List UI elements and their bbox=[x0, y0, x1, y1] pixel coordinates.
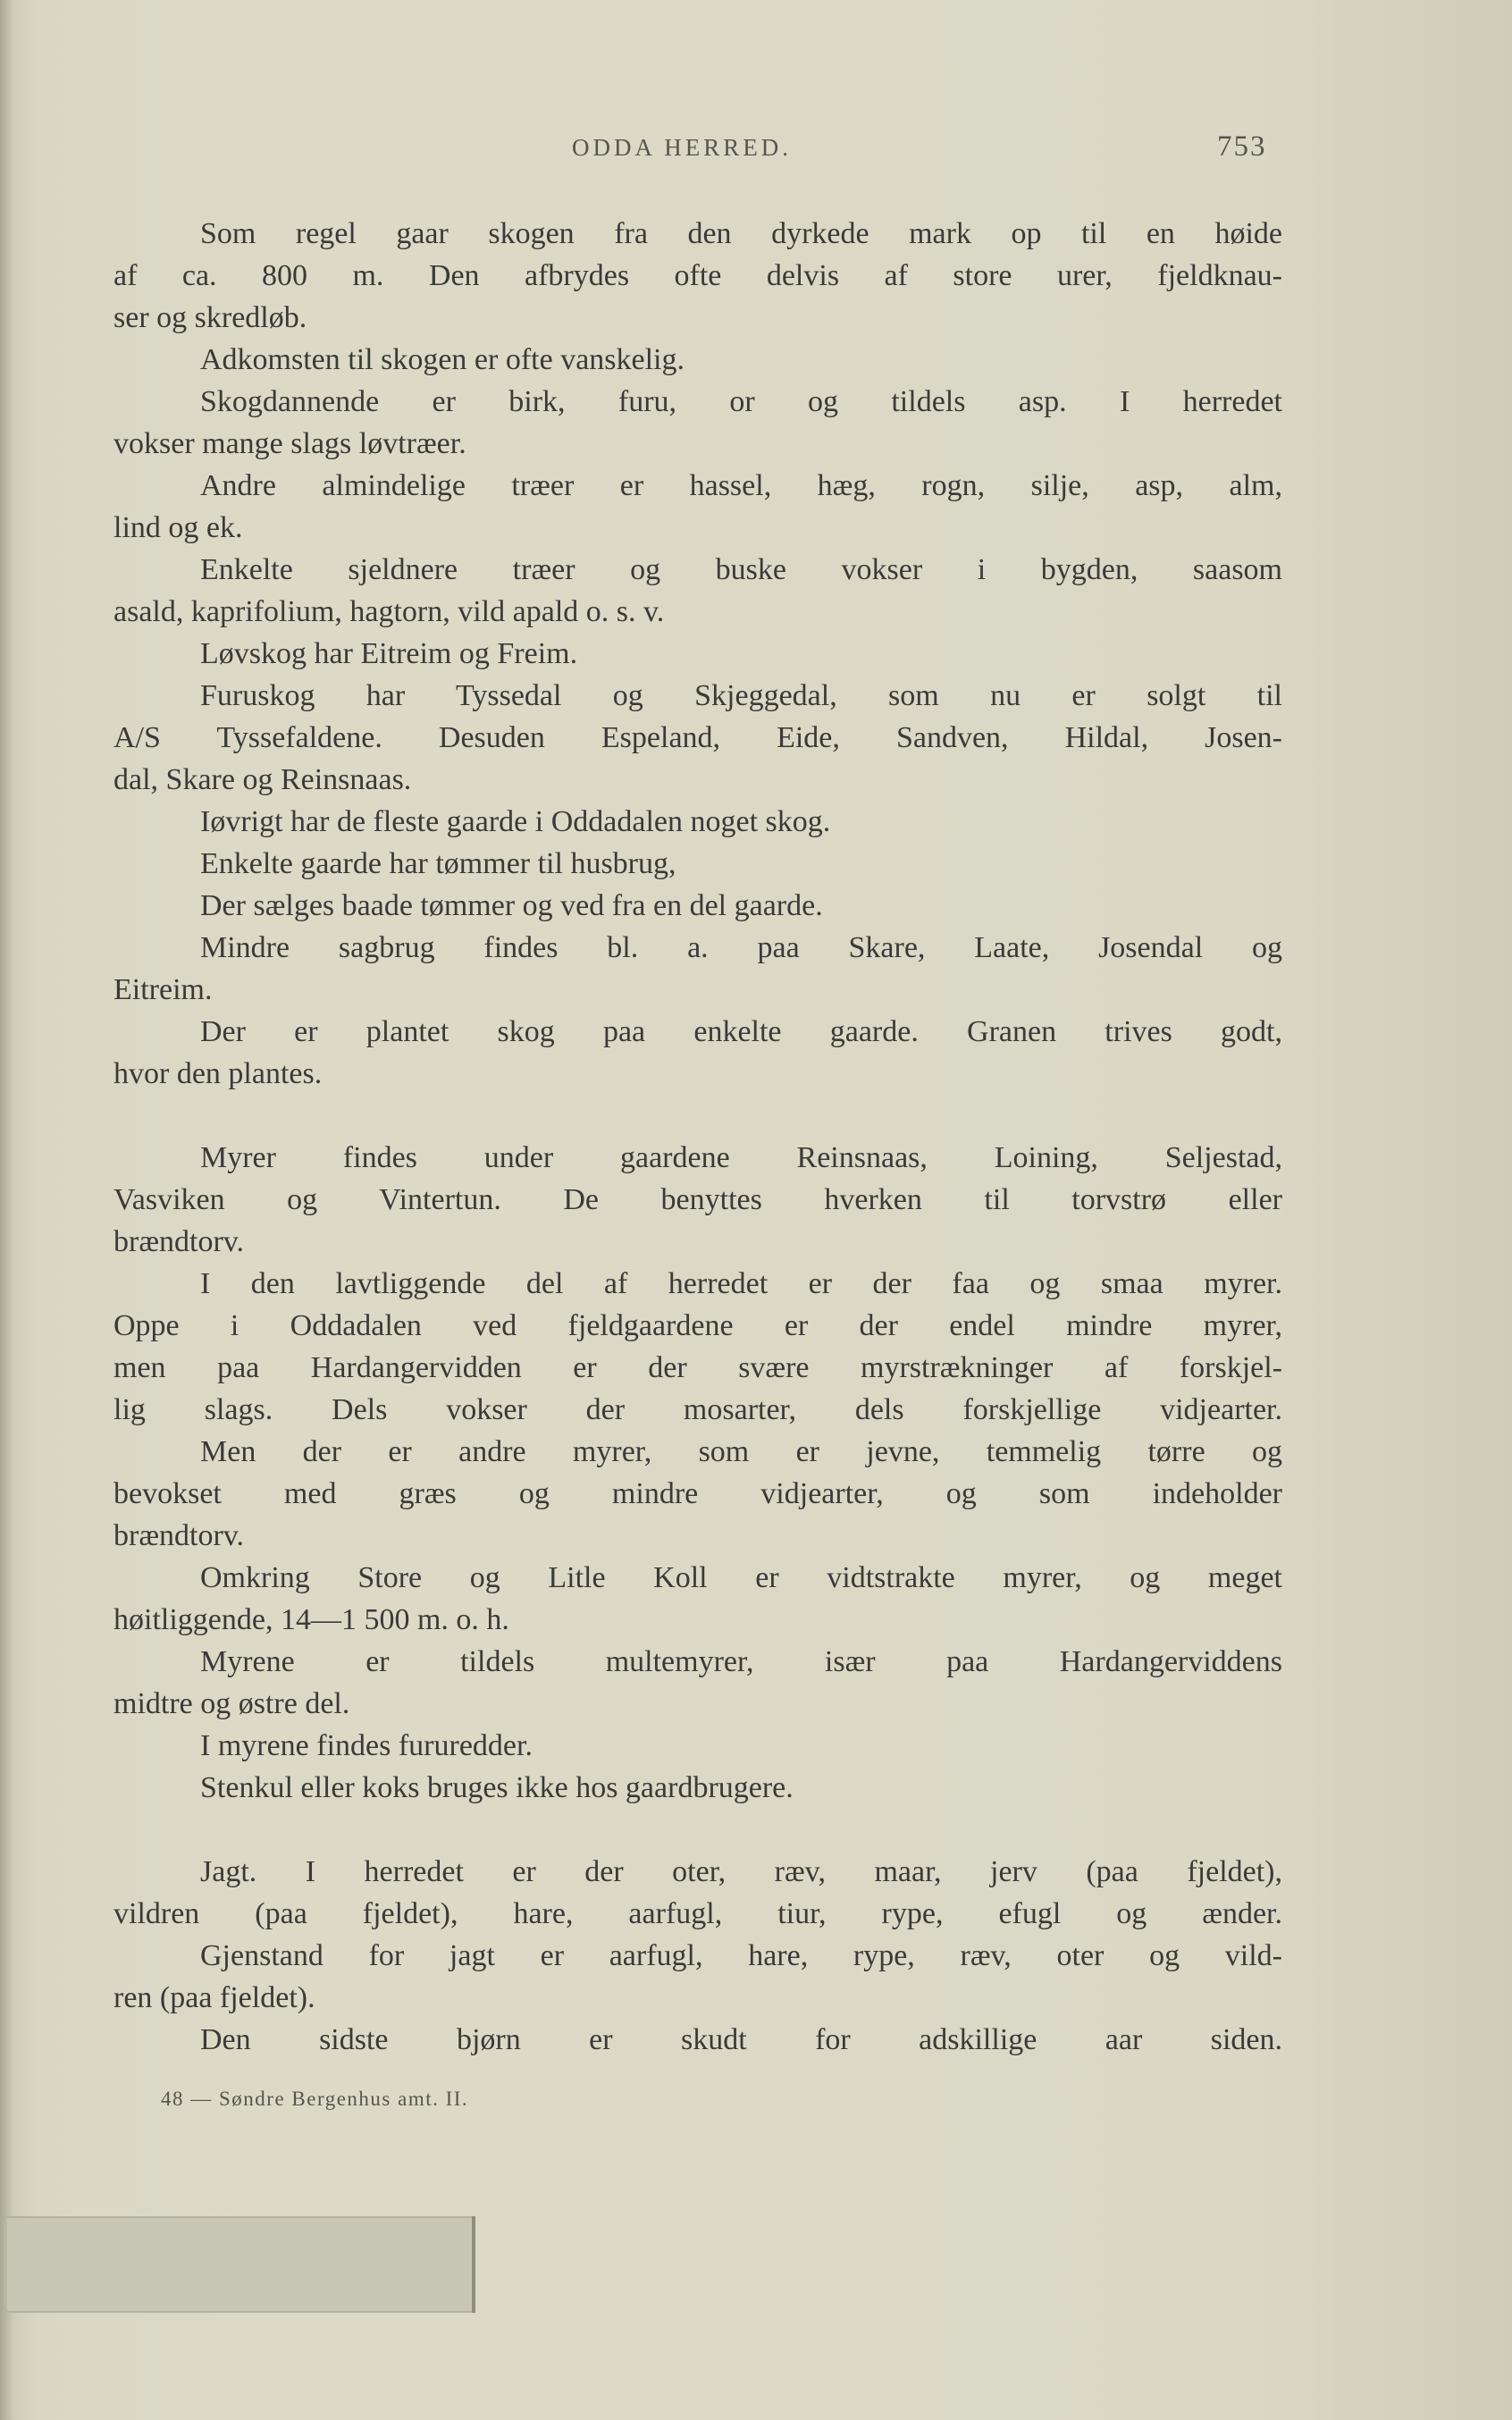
text-line: Som regel gaar skogen fra den dyrkede mark op til en høide bbox=[200, 217, 1282, 250]
text-line: midtre og østre del. bbox=[113, 1687, 350, 1720]
text-line: Stenkul eller koks bruges ikke hos gaardbrugere. bbox=[200, 1771, 794, 1804]
text-line: Jagt. I herredet er der oter, ræv, maar, jerv (paa fjeldet), bbox=[200, 1855, 1282, 1888]
text-line: brændtorv. bbox=[113, 1225, 245, 1258]
text-line: bevokset med græs og mindre vidjearter, og som indeholder bbox=[113, 1477, 1282, 1510]
text-line: lig slags. Dels vokser der mosarter, dels forskjellige vidjearter. bbox=[113, 1393, 1282, 1426]
text-line: I den lavtliggende del af herredet er der faa og smaa myrer. bbox=[200, 1267, 1282, 1300]
stamp-edge bbox=[472, 2216, 475, 2313]
page-spine-edge bbox=[0, 0, 13, 2420]
text-line: høitliggende, 14—1 500 m. o. h. bbox=[113, 1603, 509, 1636]
text-line: Den sidste bjørn er skudt for adskillige aar siden. bbox=[200, 2023, 1282, 2056]
text-line: ser og skredløb. bbox=[113, 301, 307, 334]
library-stamp-box bbox=[7, 2216, 474, 2313]
section-gap bbox=[113, 1095, 1282, 1137]
text-line: Andre almindelige træer er hassel, hæg, rogn, silje, asp, alm, bbox=[200, 469, 1282, 502]
text-line: dal, Skare og Reinsnaas. bbox=[113, 763, 412, 796]
text-line: Omkring Store og Litle Koll er vidtstrakte myrer, og meget bbox=[200, 1561, 1282, 1594]
text-line: Der sælges baade tømmer og ved fra en del gaarde. bbox=[200, 889, 823, 922]
text-line: hvor den plantes. bbox=[113, 1057, 323, 1090]
page-number: 753 bbox=[1217, 130, 1267, 163]
text-line: vokser mange slags løvtræer. bbox=[113, 427, 466, 460]
text-line: Enkelte gaarde har tømmer til husbrug, bbox=[200, 847, 676, 880]
text-line: Der er plantet skog paa enkelte gaarde. Granen trives godt, bbox=[200, 1015, 1282, 1048]
text-line: Myrene er tildels multemyrer, især paa Hardangerviddens bbox=[200, 1645, 1282, 1678]
text-line: Iøvrigt har de fleste gaarde i Oddadalen noget skog. bbox=[200, 805, 831, 838]
text-line: A/S Tyssefaldene. Desuden Espeland, Eide, Sandven, Hildal, Josen- bbox=[113, 721, 1282, 754]
text-line: brændtorv. bbox=[113, 1519, 245, 1552]
section-gap bbox=[113, 1809, 1282, 1851]
text-line: Mindre sagbrug findes bl. a. paa Skare, Laate, Josendal og bbox=[200, 931, 1282, 964]
text-line: Enkelte sjeldnere træer og buske vokser i bygden, saasom bbox=[200, 553, 1282, 586]
text-line: Furuskog har Tyssedal og Skjeggedal, som nu er solgt til bbox=[200, 679, 1282, 712]
body-text bbox=[113, 213, 1282, 2061]
text-line: lind og ek. bbox=[113, 511, 243, 544]
text-line: Men der er andre myrer, som er jevne, temmelig tørre og bbox=[200, 1435, 1282, 1468]
text-line: asald, kaprifolium, hagtorn, vild apald o. s. v. bbox=[113, 595, 665, 628]
page-header bbox=[0, 130, 1512, 170]
text-line: Oppe i Oddadalen ved fjeldgaardene er der endel mindre myrer, bbox=[113, 1309, 1282, 1342]
running-title: ODDA HERRED. bbox=[572, 134, 793, 161]
text-line: Gjenstand for jagt er aarfugl, hare, rype, ræv, oter og vild- bbox=[200, 1939, 1282, 1972]
text-line: Løvskog har Eitreim og Freim. bbox=[200, 637, 578, 670]
text-line: men paa Hardangervidden er der svære myrstrækninger af forskjel- bbox=[113, 1351, 1282, 1384]
text-line: Myrer findes under gaardene Reinsnaas, Loining, Seljestad, bbox=[200, 1141, 1282, 1174]
text-line: Adkomsten til skogen er ofte vanskelig. bbox=[200, 343, 685, 376]
text-line: Vasviken og Vintertun. De benyttes hverken til torvstrø eller bbox=[113, 1183, 1282, 1216]
text-line: vildren (paa fjeldet), hare, aarfugl, tiur, rype, efugl og ænder. bbox=[113, 1897, 1282, 1930]
text-line: I myrene findes fururedder. bbox=[200, 1729, 533, 1762]
text-line: Skogdannende er birk, furu, or og tildels asp. I herredet bbox=[200, 385, 1282, 418]
text-line: af ca. 800 m. Den afbrydes ofte delvis af store urer, fjeldknau- bbox=[113, 259, 1282, 292]
signature-footnote: 48 — Søndre Bergenhus amt. II. bbox=[161, 2088, 469, 2110]
text-line: ren (paa fjeldet). bbox=[113, 1981, 315, 2014]
text-line: Eitreim. bbox=[113, 973, 213, 1006]
